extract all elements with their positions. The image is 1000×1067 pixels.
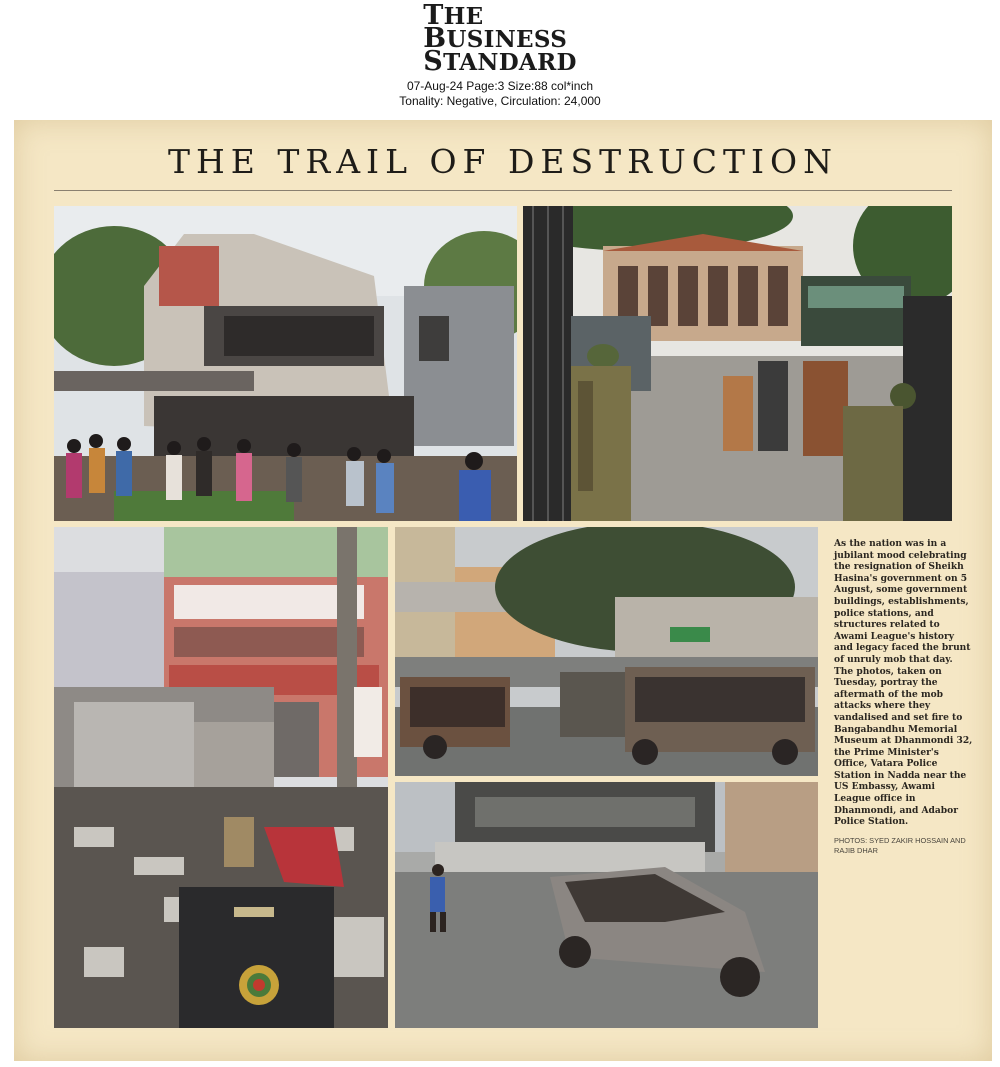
logo-letter: T	[423, 0, 444, 31]
newspaper-logo	[423, 0, 577, 78]
burned-car-photo	[395, 782, 818, 1028]
clipping-info-tonality: Tonality: Negative, Circulation: 24,000	[399, 94, 601, 109]
photo-credit: PHOTOS: SYED ZAKIR HOSSAIN AND RAJIB DHAR	[834, 836, 966, 855]
logo-word-standard: TANDARD	[443, 49, 577, 77]
photo-caption: As the nation was in a jubilant mood celebrating the resignation of Sheikh Hasina's government on 5 August, some government buildings, establishments, police stations, and structures related to Awami League's history and legacy faced the brunt of unruly mob that day. The photos, taken on Tuesday, portray the aftermath of the mob attacks where they vandalised and set fire to Bangabandhu Memorial Museum at Dhanmondi 32, the Prime Minister's Office, Vatara Police Station in Nadda near the US Embassy, Awami League office in Dhanmondi, and Adabor Police Station.	[834, 538, 973, 828]
logo-word-the: HE	[443, 3, 484, 30]
burned-house-photo	[54, 206, 517, 521]
newspaper-clipping	[14, 120, 992, 1061]
logo-word-business: USINESS	[446, 26, 568, 54]
headline-divider	[54, 190, 952, 191]
burned-vehicles-photo	[395, 527, 818, 776]
logo-letter: S	[423, 46, 444, 78]
page-headline: THE TRAIL OF DESTRUCTION	[168, 142, 838, 181]
clipping-info-date: 07-Aug-24 Page:3 Size:88 col*inch	[406, 79, 594, 94]
logo-letter: B	[423, 23, 447, 55]
masthead	[0, 0, 1000, 109]
rubble-street-photo	[54, 527, 388, 1028]
army-gate-photo	[523, 206, 952, 521]
